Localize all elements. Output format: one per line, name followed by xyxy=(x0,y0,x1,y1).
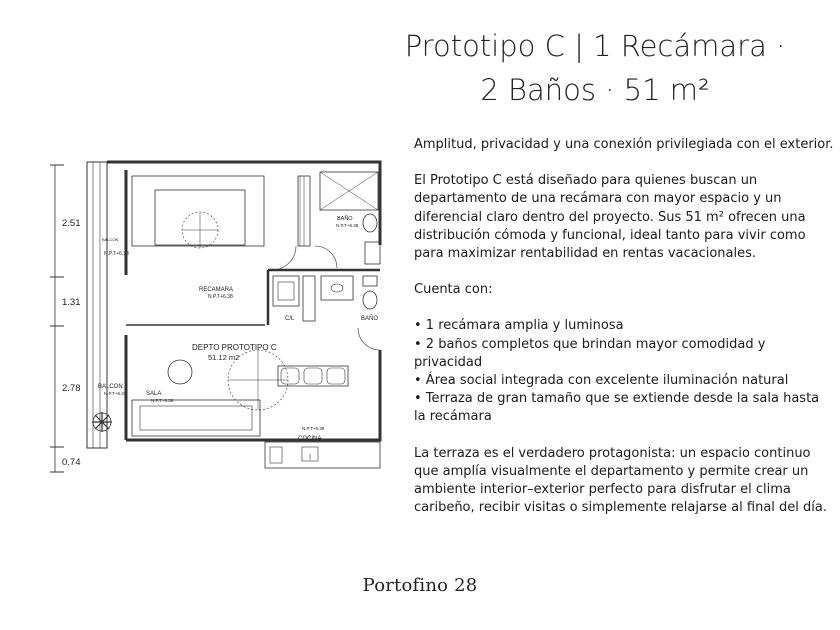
label-depto-area: 51.12 m2 xyxy=(208,353,240,362)
feature-item: • 2 baños completos que brindan mayor comodidad y privacidad xyxy=(414,336,766,370)
level-bano-upper: N.P.T+6.38 xyxy=(336,223,359,228)
intro-text: Amplitud, privacidad y una conexión privilegiada con el exterior. xyxy=(414,137,834,152)
title-line-2: 2 Baños · 51 m² xyxy=(480,73,710,107)
label-recamara: RECAMARA xyxy=(199,287,234,293)
label-depto: DEPTO PROTOTIPO C xyxy=(192,343,277,352)
description-paragraph: El Prototipo C está diseñado para quienes buscan un departamento de una recámara con mayor espacio y un diferencial claro dentro del proyecto. Sus 51 m² ofrecen una distribución cómoda y funcional, ideal tanto para vivir como para maximizar rentabilidad en rentas vacacionales. xyxy=(414,173,806,262)
label-closet: C/L xyxy=(285,316,295,322)
label-sala: SALA xyxy=(146,391,162,397)
label-bano-lower: BAÑO xyxy=(361,316,379,322)
level-recamara: N.P.T+6.38 xyxy=(208,294,233,300)
level-balcon-lower: N.P.T+6.33 xyxy=(104,391,127,396)
dim-label-1: 2.51 xyxy=(62,218,81,229)
dim-label-4: 0.74 xyxy=(62,457,81,468)
title-line-1: Prototipo C | 1 Recámara · xyxy=(404,29,786,63)
brand-logo: Portofino 28 xyxy=(362,575,478,596)
dim-label-2: 1.31 xyxy=(62,297,81,308)
label-bano-upper: BAÑO xyxy=(337,216,353,222)
description xyxy=(414,136,834,517)
label-cocina: COCINA xyxy=(298,436,322,442)
dim-label-3: 2.78 xyxy=(62,383,81,394)
floor-plan xyxy=(40,150,400,480)
level-cocina: N.P.T+6.38 xyxy=(302,426,325,431)
feature-item: • Área social integrada con excelente iluminación natural xyxy=(414,373,789,389)
level-balcon-upper: N.P.T+6.33 xyxy=(104,251,129,257)
level-sala: N.P.T+6.38 xyxy=(151,398,174,403)
label-balcon-lower: BALCON xyxy=(98,384,123,390)
label-balcon-upper: BALCON xyxy=(102,237,119,242)
features-heading: Cuenta con: xyxy=(414,282,493,298)
feature-item: • 1 recámara amplia y luminosa xyxy=(414,318,624,334)
page-title xyxy=(360,24,830,112)
closing-paragraph: La terraza es el verdadero protagonista: un espacio continuo que amplía visualmente el departamento y permite crear un ambiente interior–exterior perfecto para disfrutar el clima caribeño, recibir visitas o simplemente relajarse al final del día. xyxy=(414,445,827,516)
feature-item: • Terraza de gran tamaño que se extiende desde la sala hasta la recámara xyxy=(414,391,820,425)
